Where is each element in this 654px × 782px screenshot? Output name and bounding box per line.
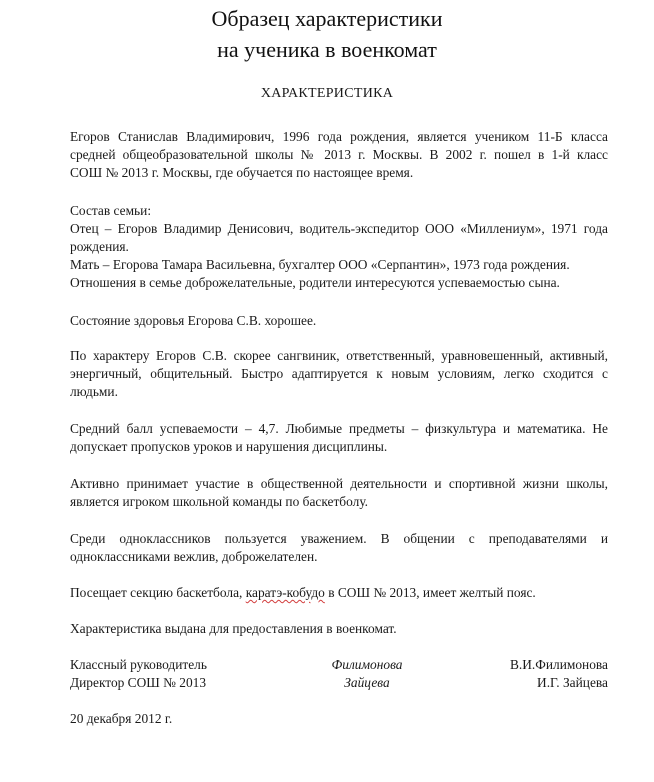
signature-role: Директор СОШ № 2013 xyxy=(70,675,207,690)
text-line: рождения. xyxy=(70,239,129,254)
signature-name: В.И.Филимонова xyxy=(509,657,608,672)
paragraph-intro xyxy=(70,128,608,182)
page-title-line-2: на ученика в военкомат xyxy=(217,37,437,62)
signature-row xyxy=(70,656,608,674)
signature-mark: Зайцева xyxy=(344,675,390,690)
text-line: людьми. xyxy=(70,384,118,399)
paragraph-activity xyxy=(70,475,608,511)
paragraph-sport xyxy=(70,584,608,602)
document-date xyxy=(70,710,608,728)
signature-row xyxy=(70,674,608,692)
spellcheck-word: каратэ-кобудо xyxy=(245,585,325,600)
text-line: Отношения в семье доброжелательные, родители интересуются успеваемостью сына. xyxy=(70,275,560,290)
text-line: По характеру Егоров С.В. скорее сангвиник, ответственный, уравновешенный, активный, xyxy=(70,348,608,363)
text-line: допускает пропусков уроков и нарушения дисциплины. xyxy=(70,439,388,454)
text-line: энергичный, общительный. Быстро адаптируется к новым условиям, легко сходится с xyxy=(70,366,608,381)
page-title-line-1: Образец характеристики xyxy=(211,6,443,31)
text-line: Егоров Станислав Владимирович, 1996 года рождения, является учеником 11-Б класса xyxy=(70,129,608,144)
text-line: Характеристика выдана для предоставления в военкомат. xyxy=(70,621,397,636)
text-line: Активно принимает участие в общественной деятельности и спортивной жизни школы, xyxy=(70,476,608,491)
text-line: Состав семьи: xyxy=(70,203,152,218)
paragraph-respect xyxy=(70,530,608,566)
paragraph-family xyxy=(70,202,608,292)
text-line: Среди одноклассников пользуется уважением. В общении с преподавателями и xyxy=(70,531,608,546)
text-line: Состояние здоровья Егорова С.В. хорошее. xyxy=(70,313,317,328)
signature-mark: Филимонова xyxy=(331,657,403,672)
signature-name: И.Г. Зайцева xyxy=(537,675,608,690)
signature-role: Классный руководитель xyxy=(70,657,207,672)
paragraph-grades xyxy=(70,420,608,456)
document-title: ХАРАКТЕРИСТИКА xyxy=(260,86,394,101)
text-line xyxy=(70,584,608,602)
text-line: одноклассниками вежлив, доброжелателен. xyxy=(70,549,318,564)
paragraph-purpose xyxy=(70,620,608,638)
sport-text-start: Посещает секцию баскетбола, xyxy=(70,585,246,600)
date-text: 20 декабря 2012 г. xyxy=(70,711,173,726)
text-line: является игроком школьной команды по баскетболу. xyxy=(70,494,369,509)
paragraph-health xyxy=(70,312,608,330)
text-line: средней общеобразовательной школы № 2013 г. Москвы. В 2002 г. пошел в 1-й класс xyxy=(70,147,608,162)
text-line: Мать – Егорова Тамара Васильевна, бухгалтер ООО «Серпантин», 1973 года рождения. xyxy=(70,257,570,272)
sport-text-end: в СОШ № 2013, имеет желтый пояс. xyxy=(324,585,536,600)
text-line: Отец – Егоров Владимир Денисович, водитель-экспедитор ООО «Миллениум», 1971 года xyxy=(70,221,608,236)
text-line: СОШ № 2013 г. Москвы, где обучается по настоящее время. xyxy=(70,165,414,180)
paragraph-character xyxy=(70,347,608,401)
text-line: Средний балл успеваемости – 4,7. Любимые предметы – физкультура и математика. Не xyxy=(70,421,608,436)
